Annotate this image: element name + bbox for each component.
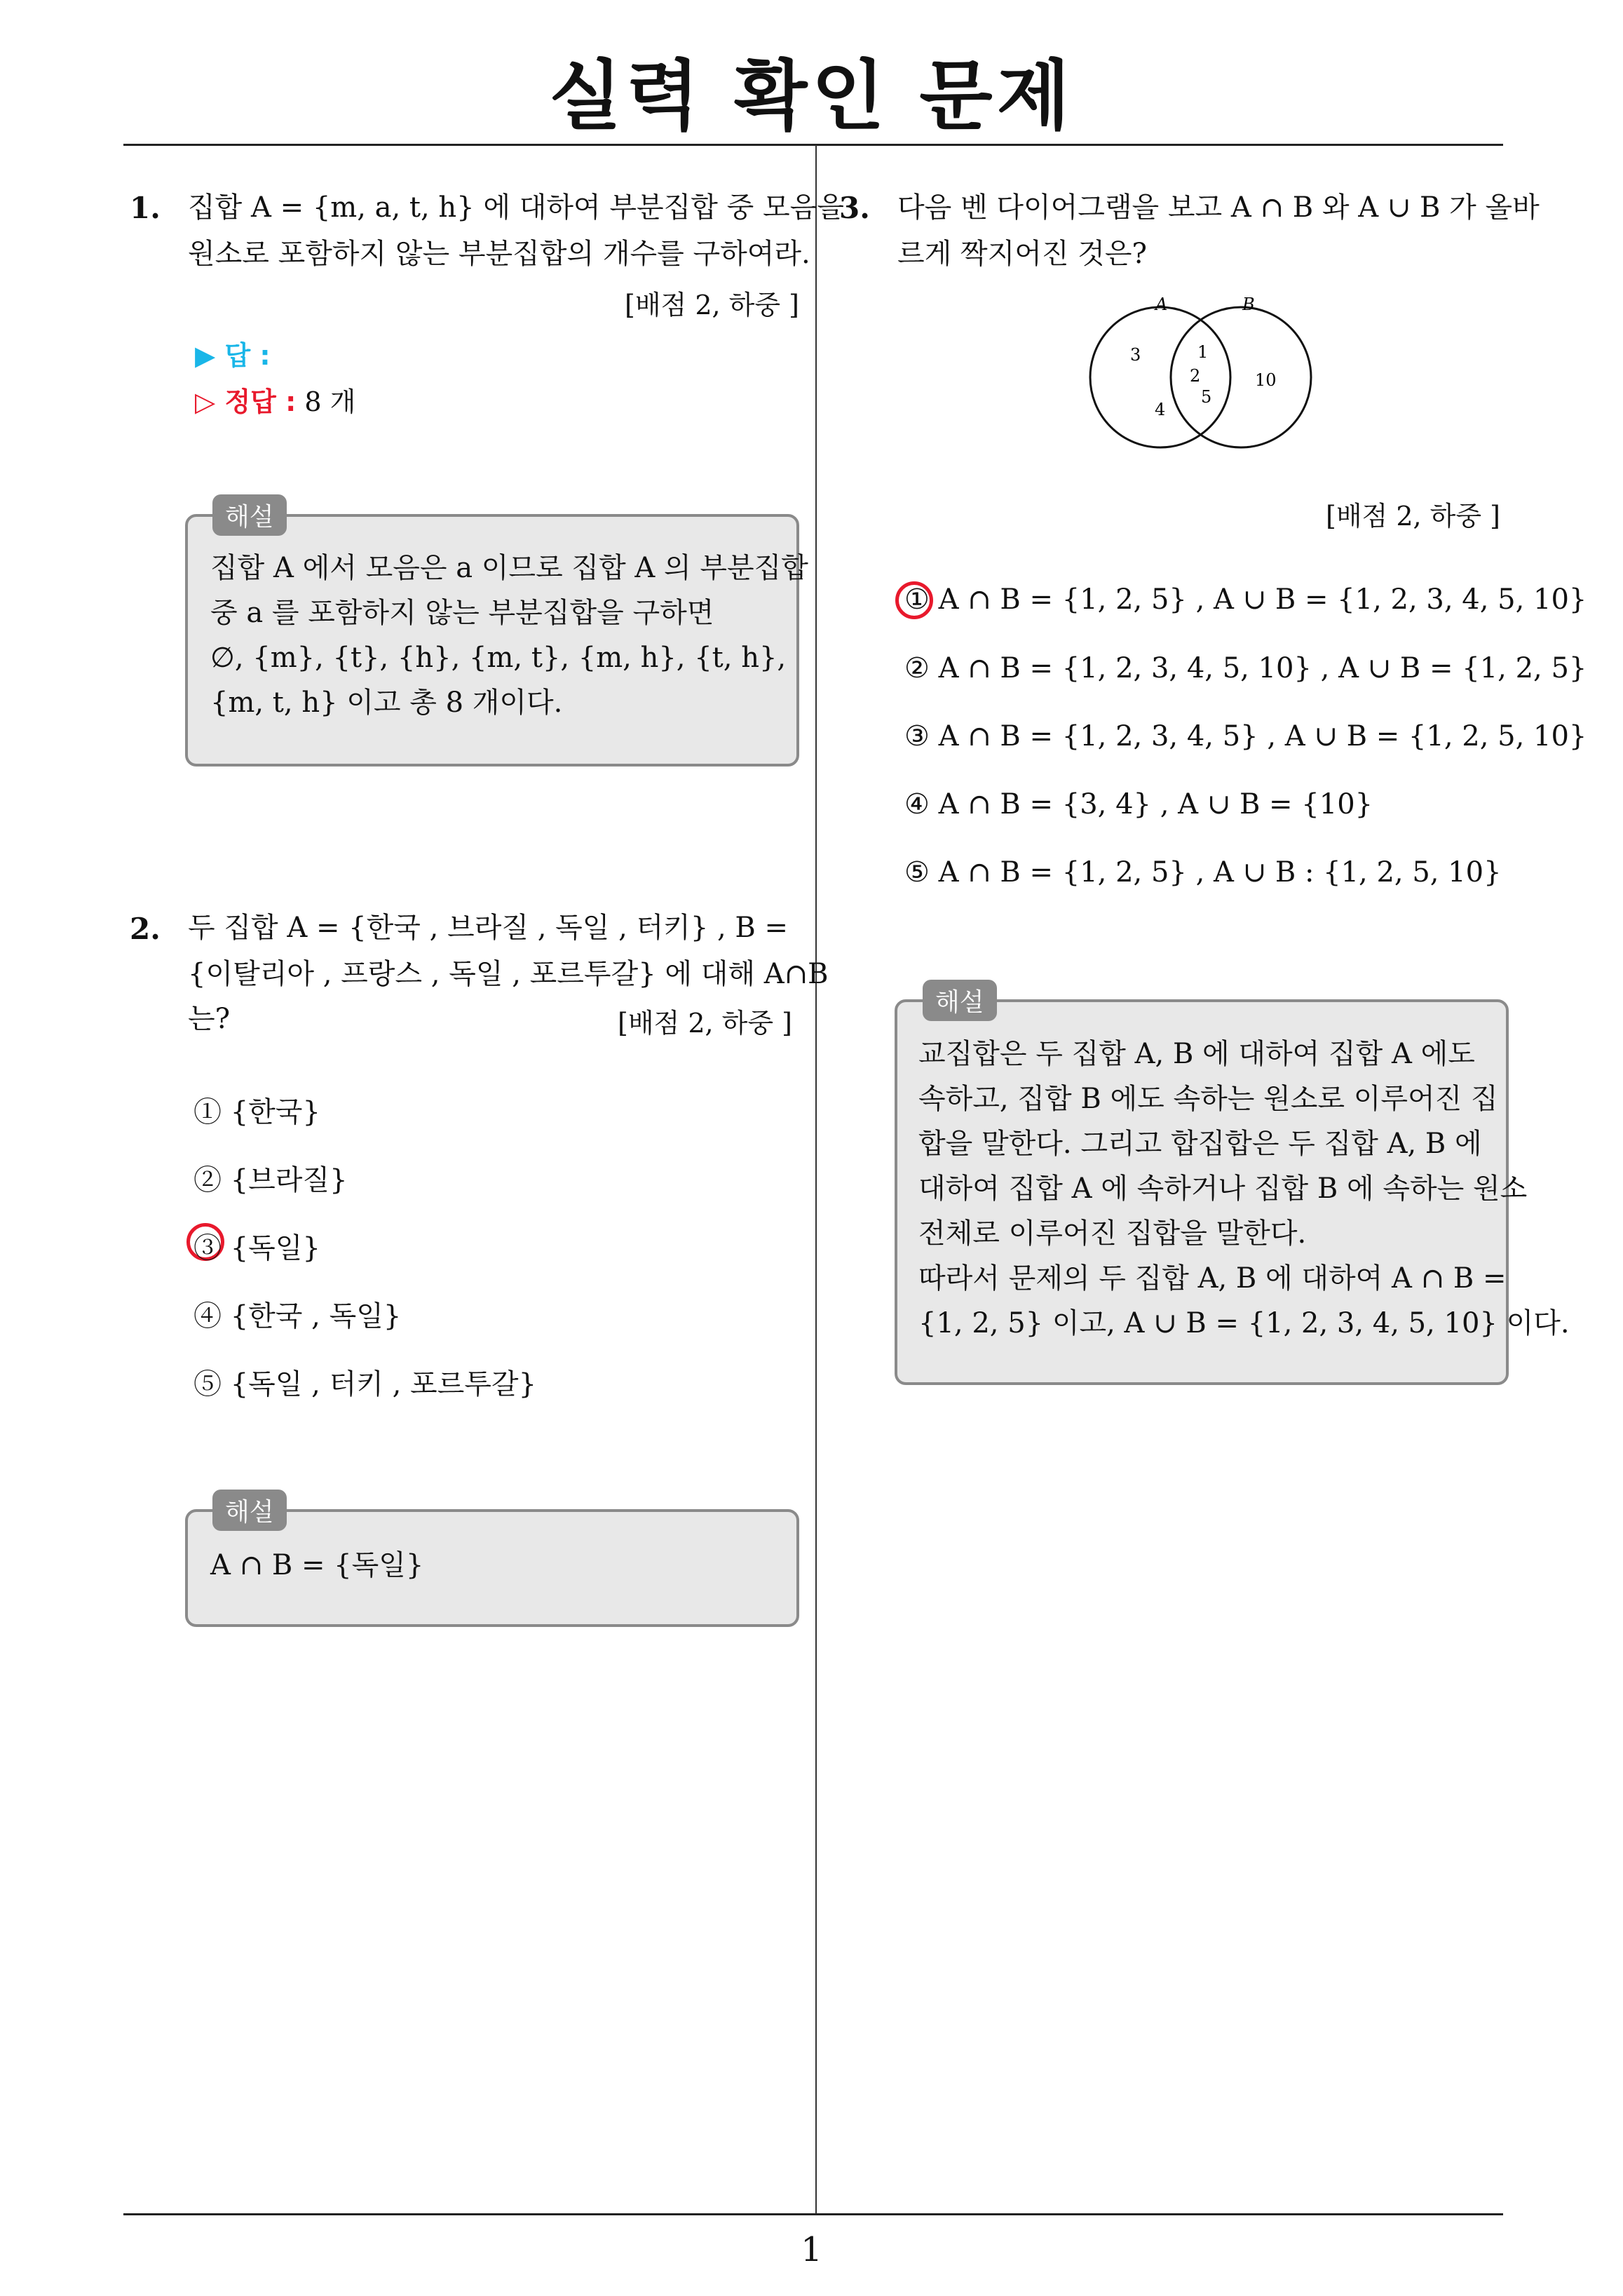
q1-number: 1. [130, 191, 161, 225]
top-divider [123, 144, 1503, 146]
venn-both-1: 1 [1197, 342, 1209, 362]
q1-correct-value: 8 개 [304, 386, 356, 417]
venn-only-a-2: 4 [1155, 400, 1166, 419]
q3-explanation-line-4: 대하여 집합 A 에 속하거나 집합 B 에 속하는 원소 [918, 1173, 1528, 1205]
q1-explanation-line-1: 집합 A 에서 모음은 a 이므로 집합 A 의 부분집합 [210, 552, 808, 584]
q3-score: [배점 2, 하중 ] [1326, 501, 1500, 532]
q2-score: [배점 2, 하중 ] [618, 1008, 792, 1039]
page-number: 1 [801, 2230, 822, 2269]
q1-explanation-line-4: {m, t, h} 이고 총 8 개이다. [210, 687, 563, 719]
venn-diagram [1080, 295, 1332, 456]
venn-both-3: 5 [1201, 387, 1212, 407]
q1-explanation-line-3: ∅, {m}, {t}, {h}, {m, t}, {m, h}, {t, h}, [210, 642, 787, 674]
q1-line-2: 원소로 포함하지 않는 부분집합의 개수를 구하여라. [188, 238, 810, 270]
column-divider [815, 145, 817, 2214]
q3-choice-4[interactable]: ④ A ∩ B = {3, 4} , A ∪ B = {10} [904, 788, 1373, 821]
q1-correct-label: ▷ 정답 : [195, 386, 297, 417]
q3-choice-5[interactable]: ⑤ A ∩ B = {1, 2, 5} , A ∪ B : {1, 2, 5, 10} [904, 856, 1502, 889]
q1-score: [배점 2, 하중 ] [625, 290, 799, 320]
q2-number: 2. [130, 912, 161, 946]
q1-explanation-tag: 해설 [212, 494, 287, 536]
q3-number: 3. [839, 191, 870, 225]
venn-label-a: A [1155, 295, 1168, 314]
q3-explanation-line-3: 합을 말한다. 그리고 합집합은 두 집합 A, B 에 [918, 1128, 1482, 1160]
bottom-divider [123, 2213, 1503, 2215]
q2-choice-5[interactable]: ⑤ {독일 , 터키 , 포르투갈} [193, 1368, 537, 1400]
page-title: 실력 확인 문제 [548, 53, 1075, 140]
q1-correct [195, 380, 355, 419]
q1-line-1: 집합 A = {m, a, t, h} 에 대하여 부분집합 중 모음을 [188, 191, 844, 224]
q3-explanation-tag: 해설 [923, 980, 997, 1021]
q3-explanation-line-5: 전체로 이루어진 집합을 말한다. [918, 1217, 1307, 1250]
q1-answer-label: ▶ 답 : [195, 340, 271, 371]
q2-choice-2[interactable]: ② {브라질} [193, 1164, 348, 1196]
q2-line-1: 두 집합 A = {한국 , 브라질 , 독일 , 터키} , B = [188, 912, 789, 944]
q3-line-2: 르게 짝지어진 것은? [897, 238, 1147, 270]
q2-explanation-line: A ∩ B = {독일} [210, 1549, 424, 1581]
q3-line-1: 다음 벤 다이어그램을 보고 A ∩ B 와 A ∪ B 가 올바 [897, 191, 1540, 224]
q3-explanation-line-6: 따라서 문제의 두 집합 A, B 에 대하여 A ∩ B = [918, 1262, 1507, 1295]
q3-explanation-line-7: {1, 2, 5} 이고, A ∪ B = {1, 2, 3, 4, 5, 10} 이다. [918, 1307, 1570, 1339]
q2-explanation-tag: 해설 [212, 1490, 287, 1531]
q1-explanation-line-2: 중 a 를 포함하지 않는 부분집합을 구하면 [210, 597, 714, 629]
q3-explanation-line-2: 속하고, 집합 B 에도 속하는 원소로 이루어진 집 [918, 1083, 1498, 1115]
venn-circle-a [1090, 307, 1230, 447]
venn-only-a-1: 3 [1130, 345, 1141, 365]
q2-choice-1[interactable]: ① {한국} [193, 1096, 320, 1128]
q2-choice-3[interactable]: ③ {독일} [193, 1232, 320, 1264]
q2-line-3: 는? [188, 1003, 231, 1035]
q3-choice-1[interactable]: ① A ∩ B = {1, 2, 5} , A ∪ B = {1, 2, 3, 4, 5, 10} [904, 583, 1587, 616]
q3-choice-3[interactable]: ③ A ∩ B = {1, 2, 3, 4, 5} , A ∪ B = {1, 2, 5, 10} [904, 720, 1587, 752]
venn-only-b-1: 10 [1255, 370, 1277, 390]
q2-choice-4[interactable]: ④ {한국 , 독일} [193, 1300, 402, 1332]
venn-both-2: 2 [1190, 366, 1201, 386]
q3-explanation-line-1: 교집합은 두 집합 A, B 에 대하여 집합 A 에도 [918, 1038, 1475, 1070]
q3-choice-2[interactable]: ② A ∩ B = {1, 2, 3, 4, 5, 10} , A ∪ B = {1, 2, 5} [904, 652, 1587, 684]
venn-label-b: B [1242, 295, 1255, 314]
q2-line-2: {이탈리아 , 프랑스 , 독일 , 포르투갈} 에 대해 A∩B [188, 958, 829, 990]
